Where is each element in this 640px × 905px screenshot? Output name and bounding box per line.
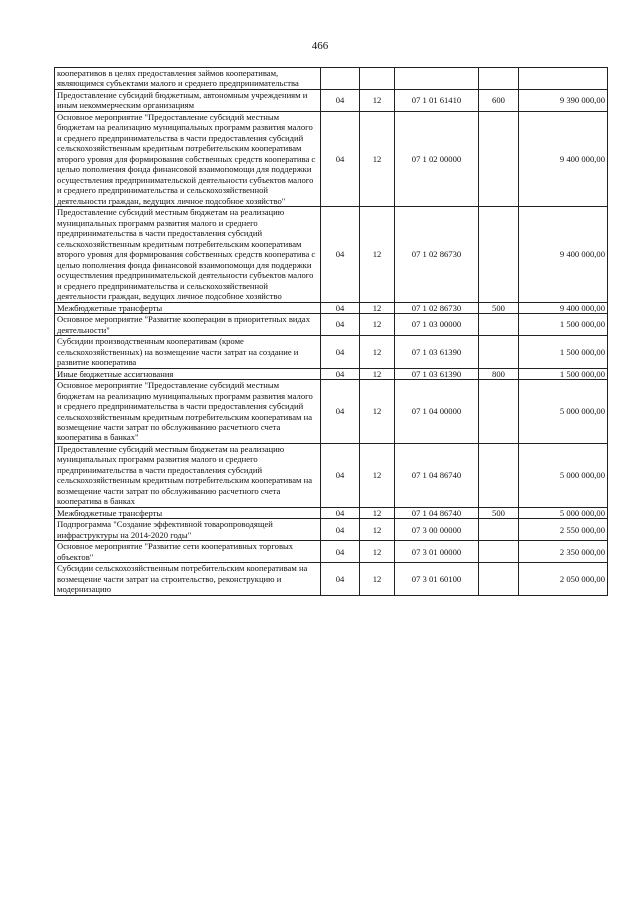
- row-subsection-cell: 12: [360, 380, 395, 444]
- table-row: [55, 519, 608, 541]
- row-section-cell: [321, 68, 360, 90]
- row-subsection-cell: 12: [360, 314, 395, 336]
- table-row: [55, 314, 608, 336]
- table-row: [55, 443, 608, 507]
- row-name-cell: кооперативов в целях предоставления займов кооперативам, являющимся субъектами малого и среднего предпринимательства: [55, 68, 321, 90]
- row-section-cell: 04: [321, 336, 360, 368]
- row-section-cell: 04: [321, 563, 360, 595]
- row-name-cell: Основное мероприятие "Развитие кооперации в приоритетных видах деятельности": [55, 314, 321, 336]
- row-amount-cell: 2 550 000,00: [519, 519, 608, 541]
- table-row: [55, 563, 608, 595]
- row-expense-type-cell: 500: [479, 507, 519, 518]
- row-name-cell: Основное мероприятие "Предоставление субсидий местным бюджетам на реализацию муниципальных программ развития малого и среднего предпринимательства в части предоставления субсидий сельскохозяйственным кредитным потребительским кооперативам на возмещение части затрат по обслуживанию расчетного счета кооператива в банках": [55, 380, 321, 444]
- row-subsection-cell: [360, 68, 395, 90]
- row-target-article-cell: 07 1 03 00000: [395, 314, 479, 336]
- row-name-cell: Основное мероприятие "Развитие сети кооперативных торговых объектов": [55, 541, 321, 563]
- row-expense-type-cell: 500: [479, 302, 519, 313]
- row-target-article-cell: 07 1 04 86740: [395, 443, 479, 507]
- row-subsection-cell: 12: [360, 541, 395, 563]
- row-section-cell: 04: [321, 111, 360, 206]
- row-target-article-cell: 07 1 01 61410: [395, 89, 479, 111]
- row-target-article-cell: 07 1 03 61390: [395, 336, 479, 368]
- row-amount-cell: 1 500 000,00: [519, 314, 608, 336]
- row-subsection-cell: 12: [360, 302, 395, 313]
- row-expense-type-cell: [479, 336, 519, 368]
- row-amount-cell: 5 000 000,00: [519, 380, 608, 444]
- row-section-cell: 04: [321, 207, 360, 302]
- row-name-cell: Подпрограмма "Создание эффективной товаропроводящей инфраструктуры на 2014-2020 годы": [55, 519, 321, 541]
- row-amount-cell: 1 500 000,00: [519, 368, 608, 379]
- table-row: [55, 507, 608, 518]
- row-expense-type-cell: [479, 443, 519, 507]
- row-name-cell: Основное мероприятие "Предоставление субсидий местным бюджетам на реализацию муниципальных программ развития малого и среднего предпринимательства в части предоставления субсидий сельскохозяйственным кредитным потребительским кооперативам второго уровня для формирования собственных средств кооператива с целью пополнения фонда финансовой взаимопомощи для поддержки осуществления предпринимательской деятельности субъектов малого и среднего предпринимательства и сельскохозяйственной деятельности граждан, ведущих личное подсобное хозяйство": [55, 111, 321, 206]
- row-amount-cell: [519, 68, 608, 90]
- row-name-cell: Межбюджетные трансферты: [55, 507, 321, 518]
- row-amount-cell: 5 000 000,00: [519, 507, 608, 518]
- row-expense-type-cell: [479, 314, 519, 336]
- row-section-cell: 04: [321, 89, 360, 111]
- row-target-article-cell: 07 1 04 00000: [395, 380, 479, 444]
- row-amount-cell: 9 400 000,00: [519, 302, 608, 313]
- row-target-article-cell: 07 1 03 61390: [395, 368, 479, 379]
- row-amount-cell: 9 400 000,00: [519, 111, 608, 206]
- row-subsection-cell: 12: [360, 89, 395, 111]
- row-section-cell: 04: [321, 519, 360, 541]
- row-target-article-cell: [395, 68, 479, 90]
- row-section-cell: 04: [321, 507, 360, 518]
- row-subsection-cell: 12: [360, 207, 395, 302]
- table-row: [55, 336, 608, 368]
- table-row: [55, 368, 608, 379]
- row-expense-type-cell: [479, 207, 519, 302]
- table-row: [55, 302, 608, 313]
- row-name-cell: Предоставление субсидий местным бюджетам на реализацию муниципальных программ развития малого и среднего предпринимательства в части предоставления субсидий сельскохозяйственным кредитным потребительским кооперативам второго уровня для формирования собственных средств кооператива с целью пополнения фонда финансовой взаимопомощи для поддержки осуществления предпринимательской деятельности субъектов малого и среднего предпринимательства и сельскохозяйственной деятельности граждан, ведущих личное подсобное хозяйство: [55, 207, 321, 302]
- row-name-cell: Предоставление субсидий бюджетным, автономным учреждениям и иным некоммерческим организациям: [55, 89, 321, 111]
- row-target-article-cell: 07 1 04 86740: [395, 507, 479, 518]
- row-amount-cell: 1 500 000,00: [519, 336, 608, 368]
- row-section-cell: 04: [321, 302, 360, 313]
- row-section-cell: 04: [321, 443, 360, 507]
- table-row: [55, 541, 608, 563]
- page-number: 466: [311, 40, 329, 52]
- row-name-cell: Субсидии сельскохозяйственным потребительским кооперативам на возмещение части затрат на строительство, реконструкцию и модернизацию: [55, 563, 321, 595]
- row-target-article-cell: 07 3 00 00000: [395, 519, 479, 541]
- row-expense-type-cell: [479, 380, 519, 444]
- row-amount-cell: 5 000 000,00: [519, 443, 608, 507]
- row-amount-cell: 9 400 000,00: [519, 207, 608, 302]
- row-subsection-cell: 12: [360, 519, 395, 541]
- row-amount-cell: 9 390 000,00: [519, 89, 608, 111]
- row-subsection-cell: 12: [360, 368, 395, 379]
- table-row: [55, 207, 608, 302]
- row-subsection-cell: 12: [360, 443, 395, 507]
- row-subsection-cell: 12: [360, 507, 395, 518]
- row-target-article-cell: 07 3 01 60100: [395, 563, 479, 595]
- row-section-cell: 04: [321, 314, 360, 336]
- row-subsection-cell: 12: [360, 111, 395, 206]
- row-section-cell: 04: [321, 380, 360, 444]
- table-row: [55, 89, 608, 111]
- budget-table-body: [55, 68, 608, 596]
- row-target-article-cell: 07 1 02 00000: [395, 111, 479, 206]
- row-expense-type-cell: [479, 111, 519, 206]
- table-row: [55, 111, 608, 206]
- row-name-cell: Субсидии производственным кооперативам (кроме сельскохозяйственных) на возмещение части затрат на создание и развитие кооператива: [55, 336, 321, 368]
- table-row: [55, 68, 608, 90]
- row-name-cell: Предоставление субсидий местным бюджетам на реализацию муниципальных программ развития малого и среднего предпринимательства в части предоставления субсидий сельскохозяйственным кредитным потребительским кооперативам на возмещение части затрат по обслуживанию расчетного счета кооператива в банках: [55, 443, 321, 507]
- row-subsection-cell: 12: [360, 336, 395, 368]
- row-name-cell: Межбюджетные трансферты: [55, 302, 321, 313]
- row-expense-type-cell: 600: [479, 89, 519, 111]
- row-subsection-cell: 12: [360, 563, 395, 595]
- row-amount-cell: 2 050 000,00: [519, 563, 608, 595]
- row-section-cell: 04: [321, 541, 360, 563]
- row-name-cell: Иные бюджетные ассигнования: [55, 368, 321, 379]
- budget-table: [54, 67, 608, 596]
- row-expense-type-cell: [479, 519, 519, 541]
- row-amount-cell: 2 350 000,00: [519, 541, 608, 563]
- row-target-article-cell: 07 1 02 86730: [395, 207, 479, 302]
- row-target-article-cell: 07 1 02 86730: [395, 302, 479, 313]
- table-row: [55, 380, 608, 444]
- row-expense-type-cell: [479, 68, 519, 90]
- row-expense-type-cell: [479, 541, 519, 563]
- row-section-cell: 04: [321, 368, 360, 379]
- row-target-article-cell: 07 3 01 00000: [395, 541, 479, 563]
- row-expense-type-cell: [479, 563, 519, 595]
- row-expense-type-cell: 800: [479, 368, 519, 379]
